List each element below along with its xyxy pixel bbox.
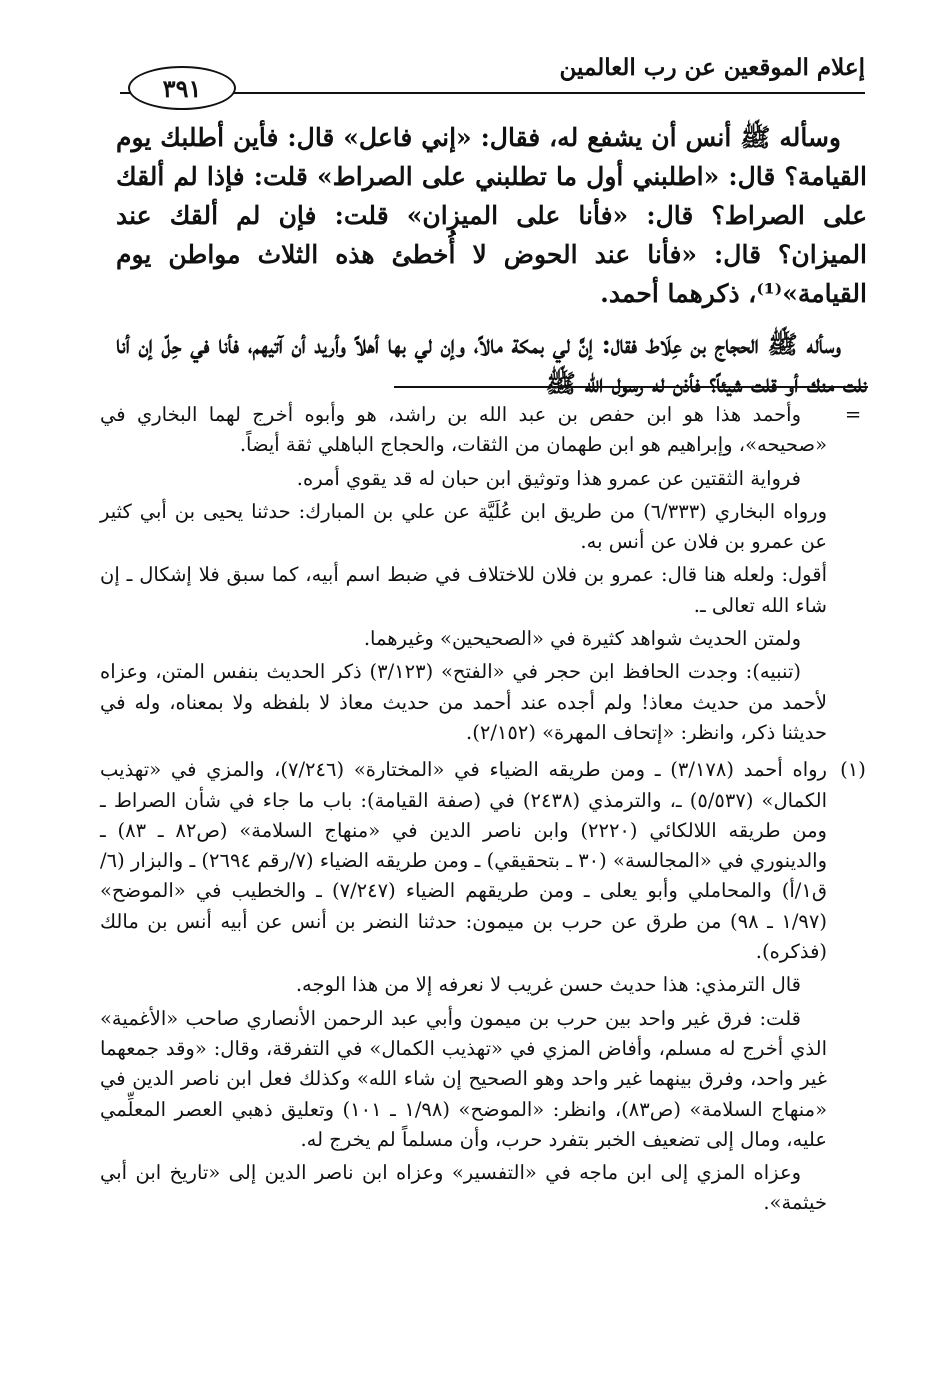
footnote-paragraph: أقول: ولعله هنا قال: عمرو بن فلان للاختلاف في ضبط اسم أبيه، كما سبق فلا إشكال ـ إن شاء الله تعالى ـ. bbox=[100, 563, 827, 617]
footnotes bbox=[100, 400, 869, 1222]
main-paragraph: وسأله ﷺ أنس أن يشفع له، فقال: «إني فاعل» قال: فأين أطلبك يوم القيامة؟ قال: «اطلبني أول ما تطلبني على الصراط» قلت: فإذا لم ألقك على الصراط؟ قال: «فأنا على الميزان» قلت: فإن لم ألقك عند الميزان؟ قال: «فأنا عند الحوض لا أُخطئ هذه الثلاث مواطن يوم القيامة»⁽¹⁾، ذكرهما أحمد. bbox=[116, 123, 867, 308]
footnote-paragraph: وأحمد هذا هو ابن حفص بن عبد الله بن راشد، هو وأبوه أخرج لهما البخاري في «صحيحه»، وإبراهيم هو ابن طهمان من الثقات، والحجاج الباهلي ثقة أيضاً. bbox=[100, 403, 827, 457]
footnote-continuation bbox=[100, 400, 869, 748]
footnote-separator bbox=[394, 386, 868, 388]
page-number: ٣٩١ bbox=[128, 66, 236, 110]
footnote-paragraph: فرواية الثقتين عن عمرو هذا وتوثيق ابن حبان له قد يقوي أمره. bbox=[296, 466, 801, 490]
footnote-paragraph: رواه أحمد (٣/١٧٨) ـ ومن طريقه الضياء في «المختارة» (٧/٢٤٦)، والمزي في «تهذيب الكمال» (٥/٥٣٧) ـ، والترمذي (٢٤٣٨) في (صفة القيامة): باب ما جاء في شأن الصراط ـ ومن طريقه اللالكائي (٢٢٢٠) وابن ناصر الدين في «منهاج السلامة» (ص٨٢ ـ ٨٣) ـ والدينوري في «المجالسة» (٣٠ ـ بتحقيقي) ـ ومن طريقه الضياء (٧/رقم ٢٦٩٤) ـ والبزار (٦/ق١/أ) والمحاملي وأبو يعلى ـ ومن طريقهم الضياء (٧/٢٤٧) ـ والخطيب في «الموضح» (١/٩٧ ـ ٩٨) من طرق عن حرب بن ميمون: حدثنا النضر بن أنس عن أبيه أنس بن مالك (فذكره). bbox=[100, 758, 828, 964]
footnote-number: (١) bbox=[840, 758, 866, 782]
footnote-paragraph: ولمتن الحديث شواهد كثيرة في «الصحيحين» وغيرهما. bbox=[363, 627, 801, 651]
footnote-1 bbox=[100, 755, 869, 1218]
main-paragraph: وسأله ﷺ الحجاج بن عِلَاط فقال: إنَّ لي بمكة مالاً، وإن لي بها أهلاً وأريد أن آتيهم، فأنا في حِلّ إن أنا نلت منك أو قلت شيئاً؟ فأذن له رسول الله ﷺ bbox=[116, 330, 867, 398]
footnote-paragraph: قلت: فرق غير واحد بين حرب بن ميمون وأبي عبد الرحمن الأنصاري صاحب «الأغمية» الذي أخرج له مسلم، وأفاض المزي في «تهذيب الكمال» في التفرقة، وقال: «وقد جمعهما غير واحد، وفرق بينهما غير واحد وهو الصحيح إن شاء الله» وكذلك فعل ابن ناصر الدين في «منهاج السلامة» (ص٨٣)، وانظر: «الموضح» (١/٩٨ ـ ١٠١) وتعليق ذهبي العصر المعلِّمي عليه، ومال إلى تضعيف الخبر بتفرد حرب، وأن مسلماً لم يخرج له. bbox=[100, 1006, 827, 1151]
footnote-paragraph: (تنبيه): وجدت الحافظ ابن حجر في «الفتح» (٣/١٢٣) ذكر الحديث بنفس المتن، وعزاه لأحمد من حديث معاذ! ولم أجده عند أحمد من حديث معاذ لا بلفظه ولا بمعناه، وله في حديثنا ذكر، وانظر: «إتحاف المهرة» (٢/١٥٢). bbox=[100, 660, 827, 744]
running-title: إعلام الموقعين عن رب العالمين bbox=[559, 54, 865, 81]
footnote-continuation-marker: = bbox=[844, 403, 862, 426]
footnote-paragraph: ورواه البخاري (٦/٣٣٣) من طريق ابن عُلَيَّة عن علي بن المبارك: حدثنا يحيى بن أبي كثير عن عمرو بن فلان عن أنس به. bbox=[100, 499, 827, 554]
footnote-paragraph: قال الترمذي: هذا حديث حسن غريب لا نعرفه إلا من هذا الوجه. bbox=[295, 973, 801, 997]
footnote-paragraph: وعزاه المزي إلى ابن ماجه في «التفسير» وعزاه ابن ناصر الدين إلى «تاريخ ابن أبي خيثمة». bbox=[100, 1161, 827, 1215]
main-text bbox=[116, 118, 867, 415]
